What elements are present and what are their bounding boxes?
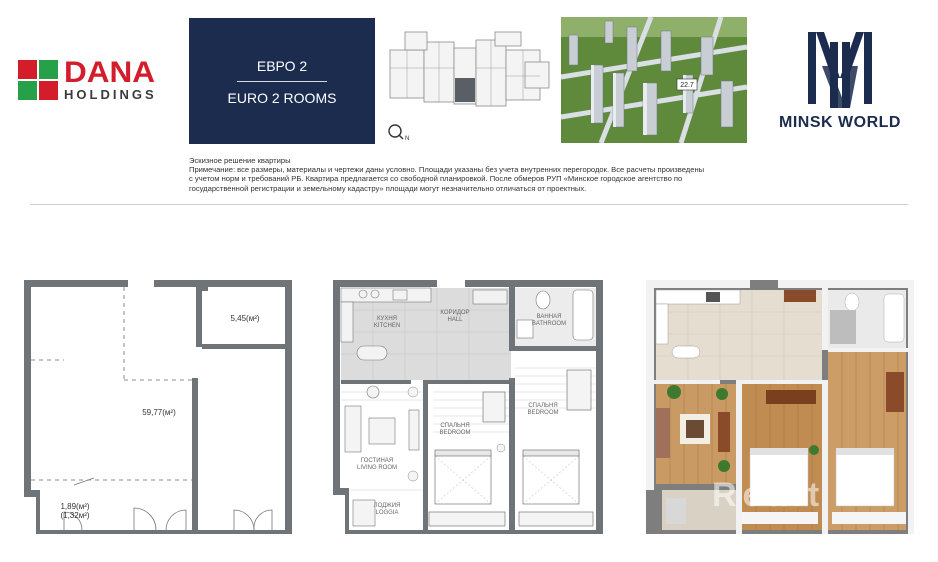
floor-keyplan — [385, 28, 555, 146]
realt-watermark: Realt — [712, 476, 826, 514]
notes-line: Примечание: все размеры, материалы и чертежи даны условно. Площади указаны без учета внутренних перегородок. Все расчеты произведены — [189, 165, 705, 175]
plan-shell-loggia-area: 1,89(м²) — [60, 502, 90, 511]
bathroom-label-en: BATHROOM — [531, 321, 567, 327]
dana-logo-word: DANA — [64, 56, 156, 89]
loggia-label-en: LOGGIA — [375, 510, 399, 516]
apartment-type-divider — [237, 81, 327, 82]
living-room-label-ru: ГОСТИНАЯ — [360, 458, 394, 464]
apartment-type-box — [189, 18, 375, 144]
north-label: N — [405, 136, 410, 142]
hall-label-en: HALL — [447, 317, 463, 323]
aerial-marker-label: 22.7 — [680, 82, 694, 89]
bedroom1-label-en: BEDROOM — [527, 410, 559, 416]
kitchen-label-en: KITCHEN — [373, 323, 401, 329]
apartment-type-en: EURO 2 ROOMS — [227, 90, 337, 106]
plan-shell-loggia-area-alt: (1,32м²) — [60, 511, 90, 520]
plan-3d-render — [646, 280, 914, 534]
hall-label-ru: КОРИДОР — [440, 310, 470, 316]
plan-furnished — [333, 280, 603, 534]
bedroom1-label-ru: СПАЛЬНЯ — [528, 403, 558, 409]
notes-title: Эскизное решение квартиры — [189, 156, 291, 165]
minsk-world-name: MINSK WORLD — [779, 114, 901, 131]
apartment-type-ru: ЕВРО 2 — [256, 58, 308, 74]
dana-holdings-logo — [18, 58, 178, 104]
plan-shell-bathroom-area: 5,45(м²) — [230, 314, 260, 323]
keyplan-highlight — [455, 78, 475, 102]
aerial-view-image — [561, 17, 747, 143]
living-room-label-en: LIVING ROOM — [356, 465, 397, 471]
notes-block — [189, 156, 759, 193]
bedroom2-label-en: BEDROOM — [439, 430, 471, 436]
loggia-label-ru: ЛОДЖИЯ — [373, 503, 401, 509]
minsk-world-logo — [760, 26, 920, 142]
notes-line: государственной регистрации и земельному кадастру» площади могут незначительно отличаться от проектных. — [189, 183, 587, 193]
notes-line: с учетом норм и требований РБ. Квартира предлагается со свободной планировкой. После обмеров РУП «Минское городское агентство по — [189, 174, 683, 184]
bathroom-label-ru: ВАННАЯ — [536, 314, 562, 320]
dana-logo-mark-icon — [18, 60, 58, 100]
kitchen-label-ru: КУХНЯ — [376, 316, 398, 322]
dana-logo-sub: HOLDINGS — [64, 87, 157, 102]
plan-shell — [24, 280, 292, 534]
minsk-world-mark-icon — [804, 26, 876, 110]
plan-shell-main-area: 59,77(м²) — [142, 408, 176, 417]
bedroom2-label-ru: СПАЛЬНЯ — [440, 423, 470, 429]
header-divider — [30, 204, 908, 205]
